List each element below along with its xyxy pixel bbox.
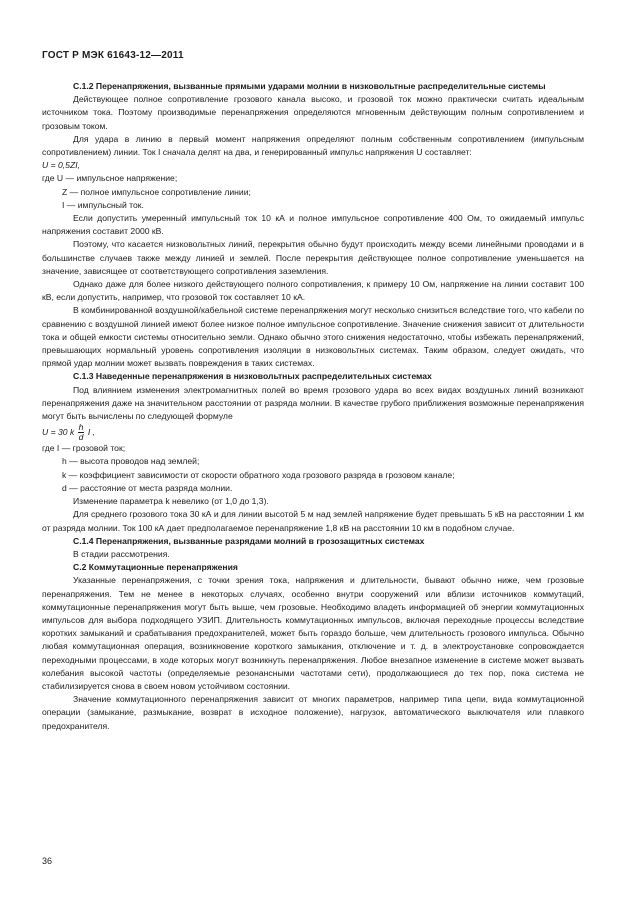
c13-paragraph-3: Для среднего грозового тока 30 кА и для линии высотой 5 м над землей напряжение будет превышать 5 кВ на расстоянии 1 км от разряда молнии. Ток 100 кА дает предполагаемое перенапряжение 1,8 кВ на расстоянии 10 км в подобном случае. [42,509,584,533]
section-c12-heading: С.1.2 Перенапряжения, вызванные прямыми ударами молнии в низковольтные распределительные системы [73,81,546,91]
c2-paragraph-1: Указанные перенапряжения, с точки зрения тока, напряжения и длительности, бывают обычно ниже, чем грозовые перенапряжения. Тем не менее в некоторых случаях, особенно внутри сооружений или вблизи источников коммутаций, коммутационные перенапряжения могут быть выше, чем грозовые. Необходимо владеть информацией об энергии коммутационных импульсов для выбора подходящего УЗИП. Длительность коммутационных импульсов, включая переходные процессы вследствие коротких замыканий и срабатывания предохранителей, может быть гораздо больше, чем длительность грозового импульса. Обычно любая коммутационная операция, возникновение короткого замыкания, отключение и т. д. в электроустановке сопровождается переходными процессами, в ходе которых могут возникнуть перенапряжения. Любое внезапное изменение в системе может вызвать колебания высокой частоты (определяемые резонансными частотами сети), продолжающиеся до тех пор, пока система не стабилизируется снова в своем новом устойчивом состоянии. [42,575,584,691]
document-header: ГОСТ Р МЭК 61643-12—2011 [42,50,184,61]
c13-paragraph-2: Изменение параметра k невелико (от 1,0 до 1,3). [73,496,269,507]
section-c13-heading: С.1.3 Наведенные перенапряжения в низковольтных распределительных системах [73,371,432,382]
c12-paragraph-6: В комбинированной воздушной/кабельной системе перенапряжения могут несколько снизиться вследствие того, что кабели по сравнению с воздушной линией имеют более низкое полное импульсное сопротивление. Значение снижения зависит от длительности тока и общей емкости системы относительно земли. Однако обычно этого снижения недостаточно, чтобы избежать перенапряжений, превышающих нормальный уровень сопротивления изоляции в низковольтных системах. Таким образом, следует ожидать, что прямой удар молнии может вызвать повреждения в таких системах. [42,305,584,369]
section-c2-heading: С.2 Коммутационные перенапряжения [73,562,238,573]
formula-1: U = 0,5ZI, [42,160,80,171]
c12-paragraph-2: Для удара в линию в первый момент напряжения определяют полным собственным сопротивлением (импульсным сопротивлением) линии. Ток I сначала делят на два, и генерированный импульс напряжения U составляет: [42,133,584,158]
where-z: Z — полное импульсное сопротивление линии; [62,186,251,197]
c12-paragraph-3: Если допустить умеренный импульсный ток 10 кА и полное импульсное сопротивление 400 Ом, то ожидаемый импульс напряжения составит 2000 кВ. [42,213,584,237]
where-i: I — импульсный ток. [62,199,144,210]
formula-2-left: U = 30 k [42,427,75,438]
page-number: 36 [42,856,53,866]
where-h: h — высота проводов над землей; [62,456,200,467]
formula-2 [42,423,584,442]
c13-paragraph-1: Под влиянием изменения электромагнитных полей во время грозового удара во всех видах воздушных линий возникают перенапряжения даже на значительном расстоянии от разряда молнии. В качестве грубого приближения возможные перенапряжения могут быть вычислены по следующей формуле [42,384,584,422]
c2-paragraph-2: Значение коммутационного перенапряжения зависит от многих параметров, например типа цепи, вида коммутационной операции (замыкание, размыкание, возврат в исходное положение), нагрузок, автоматического выключателя или плавкого предохранителя. [42,694,584,731]
where-k: k — коэффициент зависимости от скорости обратного хода грозового разряда в грозовом канале; [62,469,455,480]
c12-paragraph-1: Действующее полное сопротивление грозового канала высоко, и грозовой ток можно практически считать идеальным источником тока. Поэтому производимые перенапряжения определяются мгновенным действующим полным сопротивлением и грозовым током. [42,94,584,131]
formula-2-fraction [78,423,85,442]
section-c14-heading: С.1.4 Перенапряжения, вызванные разрядами молний в грозозащитных системах [73,535,425,546]
where-i-2: где I — грозовой ток; [42,443,126,454]
formula-2-right: I , [87,427,95,438]
fraction-numerator: h [78,422,84,433]
where-u: где U — импульсное напряжение; [42,173,178,184]
c14-paragraph-1: В стадии рассмотрения. [73,548,170,559]
c12-paragraph-5: Однако даже для более низкого действующего полного сопротивления, к примеру 10 Ом, напряжение на линии составит 100 кВ, если допустить, например, что грозовой ток составляет 10 кА. [42,279,584,303]
page-content [42,80,584,733]
c12-paragraph-4: Поэтому, что касается низковольтных линий, перекрытия обычно будут происходить между всеми линейными проводами и в большинстве случаев также между линией и землей. После перекрытия действующее полное сопротивление уменьшается на значение, зависящее от соответствующего сопротивления заземления. [42,239,584,276]
where-d: d — расстояние от места разряда молнии. [62,482,233,493]
fraction-denominator: d [78,432,84,443]
